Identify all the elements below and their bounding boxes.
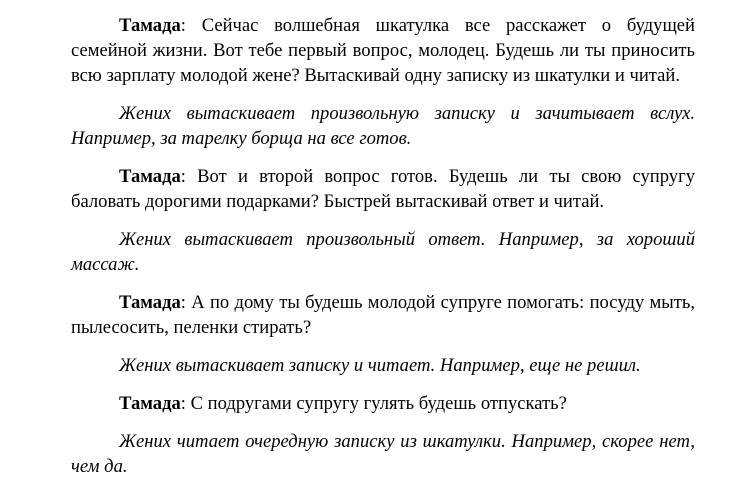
stage-direction: Жених вытаскивает произвольный ответ. Например, за хороший массаж. [71, 229, 695, 275]
speaker-name: Тамада [119, 393, 181, 414]
speech-text: : С подругами супругу гулять будешь отпускать? [180, 393, 567, 414]
stage-direction: Жених читает очередную записку из шкатулки. Например, скорее нет, чем да. [71, 431, 695, 477]
speech-paragraph [71, 391, 695, 416]
speaker-name: Тамада [119, 166, 181, 187]
speaker-name: Тамада [119, 15, 181, 36]
speech-text: : Сейчас волшебная шкатулка все расскажет о будущей семейной жизни. Вот тебе первый вопрос, молодец. Будешь ли ты приносить всю зарплату молодой жене? Вытаскивай одну записку из шкатулки и читай. [71, 15, 695, 86]
stage-direction: Жених вытаскивает записку и читает. Например, еще не решил. [119, 355, 641, 376]
speech-text: : А по дому ты будешь молодой супруге помогать: посуду мыть, пылесосить, пеленки стирать? [71, 292, 695, 338]
stage-direction: Жених вытаскивает произвольную записку и зачитывает вслух. Например, за тарелку борща на все готов. [71, 103, 695, 149]
speech-paragraph [71, 13, 695, 88]
document-page [71, 13, 695, 492]
speech-paragraph [71, 290, 695, 340]
speech-paragraph [71, 164, 695, 214]
speech-text: : Вот и второй вопрос готов. Будешь ли ты свою супругу баловать дорогими подарками? Быстрей вытаскивай ответ и читай. [71, 166, 695, 212]
speaker-name: Тамада [119, 292, 181, 313]
